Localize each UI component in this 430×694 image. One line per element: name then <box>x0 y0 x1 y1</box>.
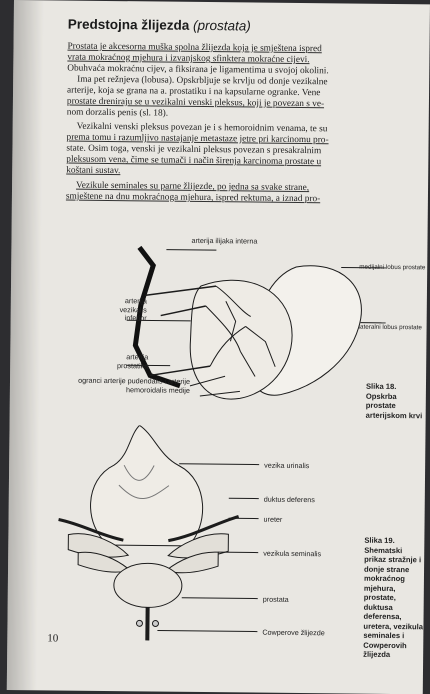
text-line: smještene na dnu mokraćnoga mjehura, ispred rektuma, a iznad pro- <box>65 191 321 205</box>
text-line: prostate dreniraju se u vezikalni venski pleksus, koji je povezan s ve- <box>66 96 325 110</box>
label-prostata: prostata <box>262 594 289 604</box>
heading-subtitle: (prostata) <box>192 17 251 34</box>
text-line: state. Osim toga, venski je vezikalni pleksus povezan s presakralnim <box>66 143 322 157</box>
text-line: pleksusom vena, čime se tumači i način širenja karcinoma prostate u <box>66 154 322 168</box>
page-number: 10 <box>47 632 59 645</box>
text-line: Ima pet režnjeva (lobusa). Opskrbljuje se krvlju od donje vezikalne <box>77 74 328 88</box>
text-line: koštani sustav. <box>66 165 121 177</box>
text-line: prema tomu i razumljivo nastajanje metastaze jetre pri karcinomu pro- <box>66 132 329 146</box>
label-cowperove: Cowperove žlijezde <box>262 627 325 638</box>
text-line: arterije, koja se grana na a. prostatiku i na kapsularne ogranke. Vene <box>67 85 321 99</box>
label-vezikula-seminalis: vezikula seminalis <box>263 548 322 559</box>
text-line: Obuhvaća mokraćnu cijev, a fiksirana je ligamentima u svojoj okolini. <box>67 63 329 77</box>
caption-figure-19: Slika 19. Shematski prikaz stražnje i donje strane mokraćnog mjehura, prostate, duktusa deferensa, uretera, vezikula seminales i Cowperovih žlijezda <box>363 535 424 659</box>
section-heading <box>68 17 251 34</box>
book-page <box>7 0 430 694</box>
text-line: Vezikalni venski pleksus povezan je i s hemoroidnim venama, te su <box>76 121 328 135</box>
label-vezika-urinalis: vezika urinalis <box>264 460 310 471</box>
label-lateralni-lobus: lateralni lobus prostate <box>358 323 422 332</box>
heading-title: Predstojna žlijezda <box>67 16 190 33</box>
label-arterija-vezikalis: arterija vezikalis inferior <box>119 296 147 323</box>
figure-18 <box>39 224 427 438</box>
label-ogranci: ogranci arterije pudendalis i arterije hemoroidalis medije <box>78 375 191 395</box>
figure-19 <box>37 424 425 658</box>
label-medijalni-lobus: medijalni lobus prostate <box>359 263 426 272</box>
text-line: Vezikule seminales su parne žlijezde, po jedna sa svake strane, <box>76 180 310 194</box>
text-line: nom dorzalis penis (sl. 18). <box>66 107 169 119</box>
label-duktus-deferens: duktus deferens <box>263 494 315 505</box>
label-ureter: ureter <box>263 514 283 524</box>
label-arterija-ilijaka: arterija ilijaka interna <box>191 235 258 246</box>
text-line: Prostata je akcesorna muška spolna žlijezda koja je smještena ispred <box>67 41 322 55</box>
caption-figure-18: Slika 18. Opskrba prostate arterijskom krvi <box>365 381 423 420</box>
label-arterija-prostatika: arterija prostatika <box>116 352 149 370</box>
text-line: vrata mokraćnog mjehura i izvanjskog sfinktera mokraćne cijevi. <box>67 52 310 66</box>
